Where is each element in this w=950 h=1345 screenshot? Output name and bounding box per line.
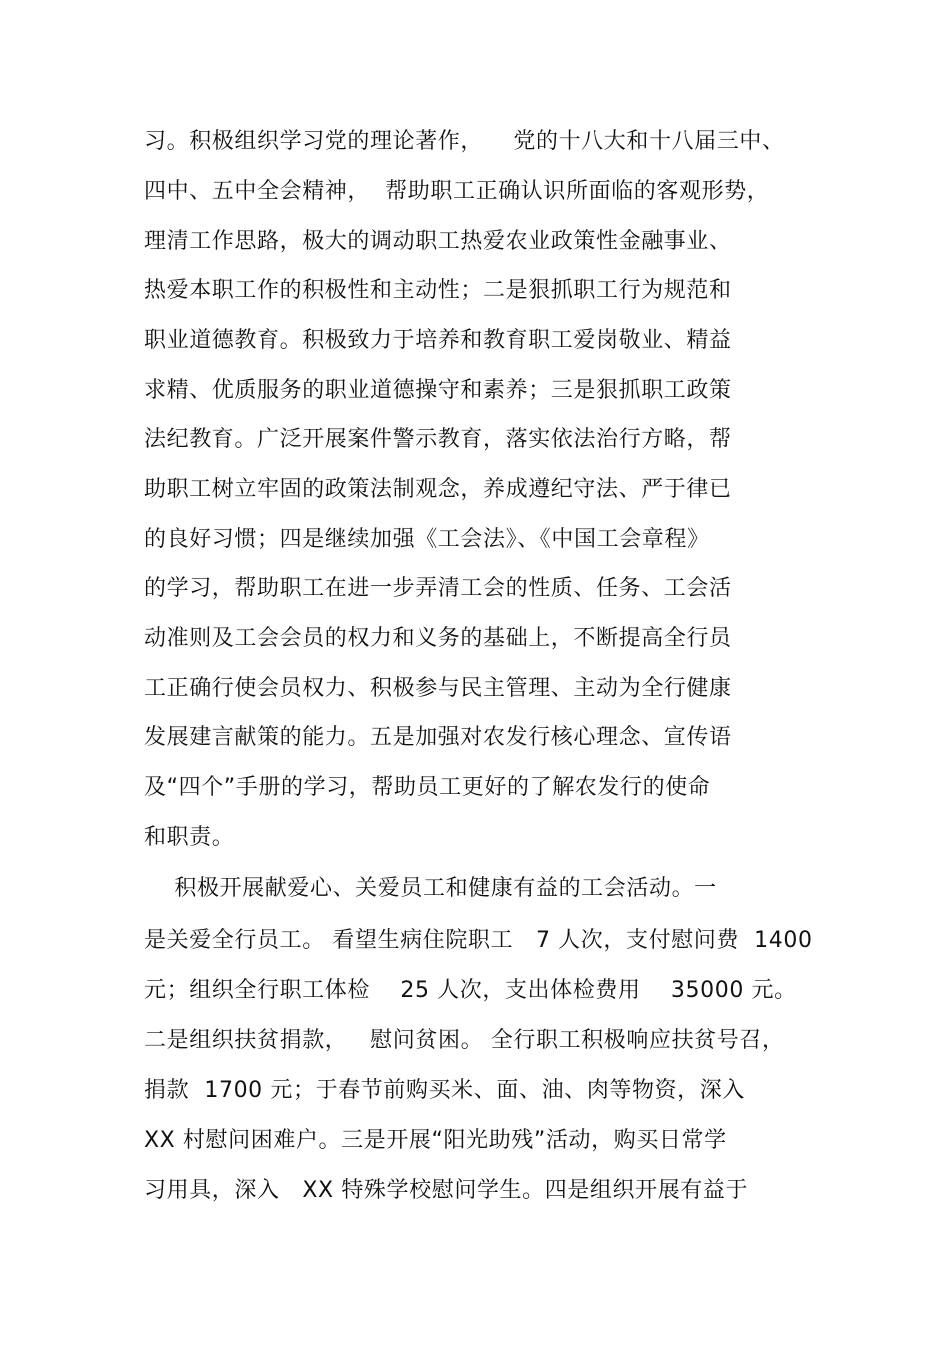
text-line: 四中、五中全会精神， 帮助职工正确认识所面临的客观形势，	[144, 179, 770, 204]
text-line: 和职责。	[144, 825, 235, 850]
text-line: 及“四个”手册的学习，帮助员工更好的了解农发行的使命	[144, 775, 711, 800]
text-line: 法纪教育。广泛开展案件警示教育，落实依法治行方略，帮	[144, 427, 732, 452]
text-line: 工正确行使会员权力、积极参与民主管理、主动为全行健康	[144, 676, 732, 701]
text-line: 热爱本职工作的积极性和主动性；二是狠抓职工行为规范和	[144, 278, 732, 303]
text-line: 习。积极组织学习党的理论著作， 党的十八大和十八届三中、	[144, 129, 785, 154]
text-line: 二是组织扶贫捐款， 慰问贫困。 全行职工积极响应扶贫号召，	[144, 1028, 785, 1053]
text-line: 求精、优质服务的职业道德操守和素养；三是狠抓职工政策	[144, 378, 732, 403]
text-line: 元；组织全行职工体检 25 人次，支出体检费用 35000 元。	[144, 978, 797, 1003]
text-line: 捐款 1700 元；于春节前购买米、面、油、肉等物资，深入	[144, 1078, 745, 1103]
text-line: 动准则及工会会员的权力和义务的基础上，不断提高全行员	[144, 626, 732, 651]
text-line: 发展建言献策的能力。五是加强对农发行核心理念、宣传语	[144, 725, 732, 750]
text-line: 是关爱全行员工。 看望生病住院职工 7 人次，支付慰问费 1400	[144, 928, 813, 953]
text-line: 习用具，深入 XX 特殊学校慰问学生。四是组织开展有益于	[144, 1178, 749, 1203]
text-line: 积极开展献爱心、关爱员工和健康有益的工会活动。一	[144, 876, 717, 901]
text-line: 职业道德教育。积极致力于培养和教育职工爱岗敬业、精益	[144, 328, 732, 353]
text-line: 理清工作思路，极大的调动职工热爱农业政策性金融事业、	[144, 229, 732, 254]
text-line: 的学习，帮助职工在进一步弄清工会的性质、任务、工会活	[144, 576, 732, 601]
text-line: XX 村慰问困难户。三是开展“阳光助残”活动，购买日常学	[144, 1128, 727, 1153]
text-line: 的良好习惯；四是继续加强《工会法》、《中国工会章程》	[144, 527, 710, 552]
text-line: 助职工树立牢固的政策法制观念，养成遵纪守法、严于律已	[144, 477, 732, 502]
